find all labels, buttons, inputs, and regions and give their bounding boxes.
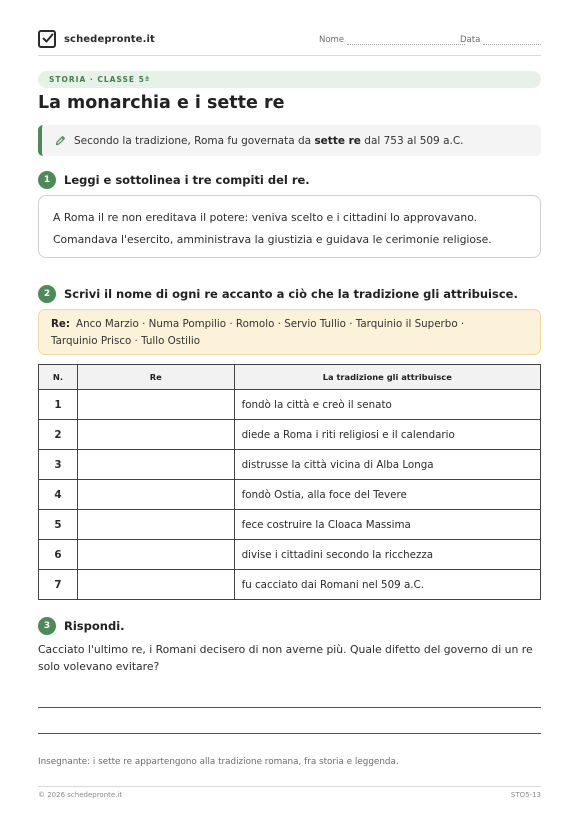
king-answer-cell[interactable] (77, 570, 234, 600)
reading-line: A Roma il re non ereditava il potere: veniva scelto e i cittadini lo approvavano. (53, 211, 478, 224)
intro-text: Secondo la tradizione, Roma fu governata da sette re dal 753 al 509 a.C. (74, 134, 464, 147)
logo (38, 30, 155, 48)
king-answer-cell[interactable] (77, 540, 234, 570)
date-field[interactable] (460, 35, 541, 45)
worksheet-code: STO5-13 (510, 791, 541, 799)
column-header-attribution: La tradizione gli attribuisce (234, 365, 540, 390)
table-row (39, 510, 541, 540)
step-instruction: Scrivi il nome di ogni re accanto a ciò che la tradizione gli attribuisce. (64, 287, 518, 301)
name-label: Nome (319, 35, 345, 45)
check-box-icon (38, 30, 56, 48)
king-answer-cell[interactable] (77, 450, 234, 480)
step-instruction: Rispondi. (64, 619, 125, 633)
king-answer-cell[interactable] (77, 420, 234, 450)
king-answer-cell[interactable] (77, 390, 234, 420)
attribution-cell: diede a Roma i riti religiosi e il calendario (234, 420, 540, 450)
intro-bold: sette re (314, 134, 361, 147)
answer-line[interactable] (38, 707, 541, 708)
teacher-note: Insegnante: i sette re appartengono alla tradizione romana, fra storia e leggenda. (38, 757, 399, 767)
page-title: La monarchia e i sette re (38, 93, 285, 113)
king-answer-cell[interactable] (77, 510, 234, 540)
name-field[interactable] (319, 35, 465, 45)
step-number-badge: 2 (38, 285, 56, 303)
word-bank-label: Re: (51, 318, 71, 330)
reading-text-box (38, 195, 541, 258)
row-number: 1 (39, 390, 78, 420)
word-bank-line: Tarquinio Prisco · Tullo Ostilio (51, 334, 201, 347)
word-bank-line: Anco Marzio · Numa Pompilio · Romolo · Servio Tullio · Tarquinio il Superbo · (76, 318, 465, 330)
table-row (39, 570, 541, 600)
subject-tag: STORIA · CLASSE 5ª (38, 71, 541, 88)
page-header (38, 28, 541, 56)
table-row (39, 390, 541, 420)
word-bank (38, 309, 541, 355)
attribution-cell: fu cacciato dai Romani nel 509 a.C. (234, 570, 540, 600)
row-number: 3 (39, 450, 78, 480)
king-answer-cell[interactable] (77, 480, 234, 510)
table-row (39, 540, 541, 570)
step-1 (38, 171, 310, 189)
attribution-cell: distrusse la città vicina di Alba Longa (234, 450, 540, 480)
attribution-cell: divise i cittadini secondo la ricchezza (234, 540, 540, 570)
attribution-cell: fece costruire la Cloaca Massima (234, 510, 540, 540)
row-number: 4 (39, 480, 78, 510)
row-number: 7 (39, 570, 78, 600)
step-3 (38, 617, 125, 635)
reading-line: Comandava l'esercito, amministrava la giustizia e guidava le cerimonie religiose. (53, 233, 492, 246)
attribution-cell: fondò la città e creò il senato (234, 390, 540, 420)
pencil-icon (55, 135, 66, 146)
kings-table (38, 364, 541, 600)
name-blank[interactable] (347, 37, 465, 45)
step-2 (38, 285, 518, 303)
question-text: Cacciato l'ultimo re, i Romani decisero di non averne più. Quale difetto del governo di un re solo volevano evitare? (38, 643, 533, 673)
row-number: 6 (39, 540, 78, 570)
answer-line[interactable] (38, 733, 541, 734)
footer-divider (38, 786, 541, 787)
table-row (39, 480, 541, 510)
logo-text: schedepronte.it (64, 33, 155, 45)
table-row (39, 450, 541, 480)
date-blank[interactable] (483, 37, 541, 45)
column-header-number: N. (39, 365, 78, 390)
step-number-badge: 1 (38, 171, 56, 189)
attribution-cell: fondò Ostia, alla foce del Tevere (234, 480, 540, 510)
step-instruction: Leggi e sottolinea i tre compiti del re. (64, 173, 310, 187)
intro-callout (38, 125, 541, 156)
step-number-badge: 3 (38, 617, 56, 635)
column-header-king: Re (77, 365, 234, 390)
row-number: 5 (39, 510, 78, 540)
table-row (39, 420, 541, 450)
copyright: © 2026 schedepronte.it (38, 791, 123, 799)
table-header-row (39, 365, 541, 390)
date-label: Data (460, 35, 481, 45)
row-number: 2 (39, 420, 78, 450)
